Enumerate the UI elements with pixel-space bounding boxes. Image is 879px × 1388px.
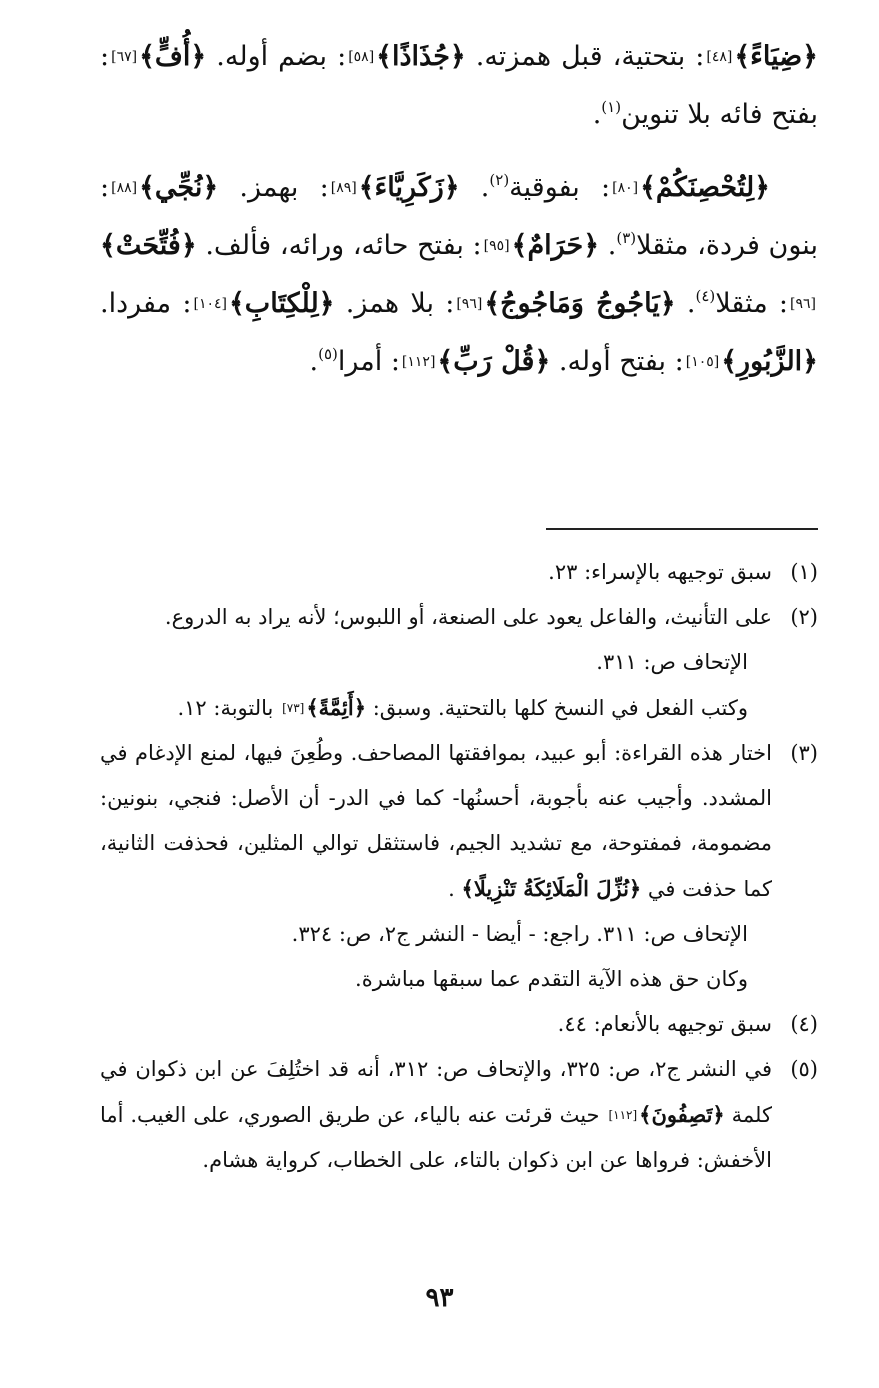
quran-word: ﴿ضِيَاءً﴾ <box>734 41 818 72</box>
footnote-source: الإتحاف ص: ٣١١. <box>596 650 748 674</box>
text: في النشر ج٢، ص: ٣٢٥، والإتحاف ص: ٣١٢، أنه قد اختُلِفَ عن ابن ذكوان في كلمة <box>100 1057 773 1127</box>
text: : بتحتية، قبل همزته. <box>475 41 705 72</box>
footnote-source: الإتحاف ص: ٣١١. راجع: - أيضا - النشر ج٢، ص: ٣٢٤. <box>291 922 748 946</box>
verse-ref: [٨٩] <box>330 180 357 196</box>
footnote-text <box>100 1047 772 1183</box>
footnote-text: وكان حق هذه الآية التقدم عما سبقها مباشرة. <box>355 967 748 991</box>
verse-ref: [٦٧] <box>111 49 138 65</box>
text: بالتوبة: ١٢. <box>177 696 274 720</box>
footnotes <box>100 550 818 1183</box>
footnote-number: (٢) <box>790 605 818 629</box>
quran-word: ﴿زَكَرِيَّاءَ﴾ <box>358 172 460 203</box>
text: حيث قرئت عنه بالياء، عن طريق الصوري، على الغيب. أما الأخفش: فرواها عن ابن ذكوان بالتاء، على الخطاب، كرواية هشام. <box>100 1103 772 1172</box>
text: : بلا همز. <box>345 288 455 319</box>
text: . <box>309 346 319 377</box>
text: وكتب الفعل في النسخ كلها بالتحتية. وسبق: <box>372 696 748 720</box>
text: . <box>592 99 602 130</box>
verse-ref: [٨٨] <box>111 180 138 196</box>
verse-ref: [٤٨] <box>706 49 733 65</box>
verse-ref: [١٠٥] <box>685 354 720 370</box>
quran-quote: ﴿نُزِّلَ الْمَلَائِكَةُ تَنْزِيلًا﴾ <box>461 876 642 901</box>
book-page <box>100 28 818 1368</box>
footnote-number: (٥) <box>790 1057 818 1081</box>
footnote-marker: (٢) <box>489 171 510 189</box>
quran-word: ﴿أَئِمَّةً﴾ <box>306 695 367 720</box>
footnote-marker: (٤) <box>695 287 716 305</box>
verse-ref: [١١٢] <box>401 354 436 370</box>
quran-word: ﴿حَرَامٌ﴾ <box>511 230 600 261</box>
footnote-number: (٤) <box>790 1012 818 1036</box>
verse-ref: [٨٠] <box>612 180 639 196</box>
page-number: ٩٣ <box>425 1283 454 1313</box>
text: : مثقلا <box>715 288 789 319</box>
text: . <box>448 877 455 901</box>
text: : بفوقية <box>509 172 611 203</box>
verse-ref: [٧٣] <box>282 701 305 715</box>
text: : بفتح حائه، ورائه، فألف. <box>205 230 482 261</box>
footnote-1 <box>100 550 818 595</box>
quran-word: ﴿لِلْكِتَابِ﴾ <box>228 288 335 319</box>
quran-word: ﴿فُتِّحَتْ﴾ <box>100 230 197 261</box>
text: : بضم أوله. <box>216 41 347 72</box>
main-text <box>100 28 818 391</box>
text: : بهمز. <box>239 172 329 203</box>
footnote-4 <box>100 1002 818 1047</box>
text: . <box>607 230 617 261</box>
quran-word: ﴿الزَّبُورِ﴾ <box>721 346 818 377</box>
footnote-2 <box>100 595 818 731</box>
verse-ref: [٩٦] <box>790 296 816 312</box>
verse-ref: [١٠٤] <box>193 296 227 312</box>
quran-word: ﴿جُذَاذًا﴾ <box>376 41 466 72</box>
text: . <box>480 172 490 203</box>
footnote-text: سبق توجيهه بالأنعام: ٤٤. <box>557 1012 772 1036</box>
verse-ref: [٩٥] <box>483 238 510 254</box>
quran-word: ﴿أُفٍّ﴾ <box>139 41 207 72</box>
paragraph-2 <box>100 159 818 391</box>
footnote-text <box>100 685 772 731</box>
quran-word: ﴿نُجِّي﴾ <box>139 172 219 203</box>
footnote-text <box>100 731 772 912</box>
text: : بفتح فائه بلا تنوين <box>100 41 818 130</box>
footnote-marker: (٣) <box>616 229 637 247</box>
verse-ref: [٥٨] <box>348 49 375 65</box>
quran-word: ﴿قُلْ رَبِّ﴾ <box>437 346 551 377</box>
verse-ref: [١١٢] <box>608 1108 638 1122</box>
text: : أمرا <box>337 346 400 377</box>
paragraph-1 <box>100 28 818 143</box>
quran-word: ﴿لِتُحْصِنَكُمْ﴾ <box>640 172 770 203</box>
quran-word: ﴿يَاجُوجُ وَمَاجُوجُ﴾ <box>484 288 676 319</box>
footnote-3 <box>100 731 818 1002</box>
footnote-5 <box>100 1047 818 1183</box>
footnote-marker: (١) <box>601 98 622 116</box>
quran-word: ﴿تَصِفُونَ﴾ <box>639 1102 725 1127</box>
footnote-marker: (٥) <box>318 345 338 363</box>
footnote-number: (١) <box>790 560 818 584</box>
text: . <box>686 288 696 319</box>
verse-ref: [٩٦] <box>456 296 483 312</box>
footnote-text: سبق توجيهه بالإسراء: ٢٣. <box>548 560 772 584</box>
text: : بنون فردة، مثقلا <box>100 172 818 261</box>
footnote-separator <box>546 528 818 530</box>
text: اختار هذه القراءة: أبو عبيد، بموافقتها المصاحف. وطُعِنَ فيها، لمنع الإدغام في المشدد. وأجيب عنه بأجوبة، أحسنُها- كما في الدر- أن الأصل: فنجي، بنونين: مضمومة، فمفتوحة، مع تشديد الجيم، فاستثقل توالي المثلين، فحذفت الثانية، كما حذفت في <box>100 741 772 901</box>
text: : مفردا. <box>100 288 192 319</box>
footnote-number: (٣) <box>790 741 818 765</box>
footnote-text: على التأنيث، والفاعل يعود على الصنعة، أو اللبوس؛ لأنه يراد به الدروع. <box>164 605 772 629</box>
text: : بفتح أوله. <box>558 346 684 377</box>
